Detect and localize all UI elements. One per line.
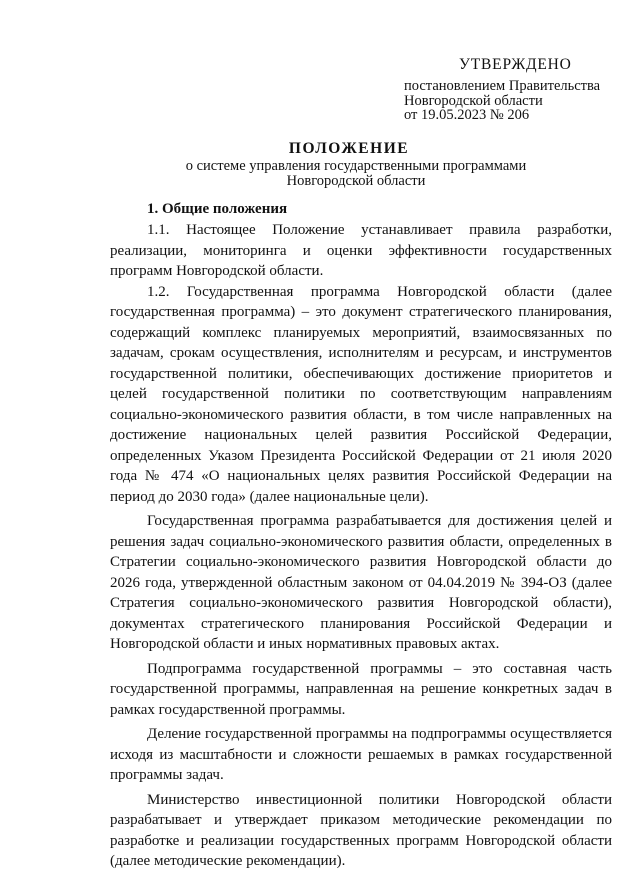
document-title-block xyxy=(0,139,640,188)
approval-word: УТВЕРЖДЕНО xyxy=(459,56,572,73)
body-paragraph: Государственная программа разрабатывается для достижения целей и решения задач социально-экономического развития области, определенных в Стратегии социально-экономического развития Новгородской области до 2026 года, утвержденной областным законом от 04.04.2019 № 394-ОЗ (далее Стратегия социально-экономического развития Новгородской области), документах стратегического планирования Российской Федерации и Новгородской области и иных нормативных правовых актах. xyxy=(110,513,612,652)
approval-line: постановлением Правительства xyxy=(404,78,601,94)
approval-line: Новгородской области xyxy=(404,92,543,109)
approval-line: от 19.05.2023 № 206 xyxy=(404,107,530,123)
document-body xyxy=(110,198,612,872)
body-paragraph: Министерство инвестиционной политики Новгородской области разрабатывает и утверждает приказом методические рекомендации по разработке и реализации государственных программ Новгородской области (далее методические рекомендации). xyxy=(110,791,612,869)
body-paragraph: 1.2. Государственная программа Новгородской области (далее государственная программа) – это документ стратегического планирования, содержащий комплекс планируемых мероприятий, взаимосвязанных по задачам, срокам осуществления, исполнителям и ресурсам, и инструментов государственной политики, обеспечивающих достижение приоритетов и целей государственной политики по соответствующим направлениям социально-экономического развития области, в том числе направленных на достижение национальных целей развития Российской Федерации, определенных Указом Президента Российской Федерации от 21 июля 2020 года № 474 «О национальных целях развития Российской Федерации на период до 2030 года» (далее национальные цели). xyxy=(110,283,612,505)
document-subtitle-line: Новгородской области xyxy=(286,172,426,189)
approval-stamp-block xyxy=(404,56,634,123)
body-paragraph: Деление государственной программы на подпрограммы осуществляется исходя из масштабности и сложности решаемых в рамках государственной программы задач. xyxy=(110,726,612,783)
body-paragraph: Подпрограмма государственной программы – это составная часть государственной программы, направленная на решение конкретных задач в рамках государственной программы. xyxy=(110,660,612,718)
document-subtitle-line: о системе управления государственными программами xyxy=(185,158,527,174)
body-paragraph: 1.1. Настоящее Положение устанавливает правила разработки, реализации, мониторинга и оценки эффективности государственных программ Новгородской области. xyxy=(110,222,612,279)
document-title: ПОЛОЖЕНИЕ xyxy=(288,140,410,157)
section-heading: 1. Общие положения xyxy=(147,201,288,217)
